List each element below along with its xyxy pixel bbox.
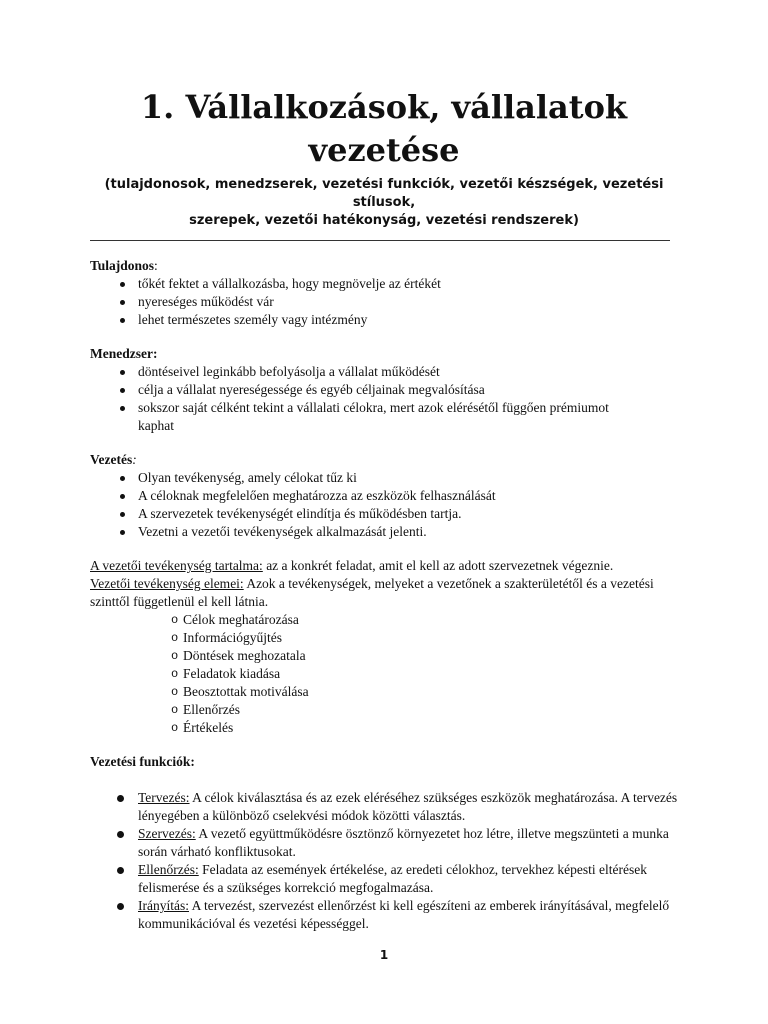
paragraph-tartalma: A vezetői tevékenység tartalma: az a konkrét feladat, amit el kell az adott szervezetnek végeznie. [90, 558, 614, 573]
list-item: o Beosztottak motiválása [90, 683, 678, 701]
list-item: o Feladatok kiadása [90, 665, 678, 683]
list-item: o Célok meghatározása [90, 611, 678, 629]
paragraph-elemei: Vezetői tevékenység elemei: Azok a tevékenységek, melyeket a vezetőnek a szakterületétől és a vezetési szinttől függetlenül el kell látnia. [90, 576, 654, 609]
list-item: tőkét fektet a vállalkozásba, hogy megnövelje az értékét [90, 275, 678, 293]
bullet-list [90, 789, 678, 933]
bullet-list [90, 275, 678, 329]
list-item: o Értékelés [90, 719, 678, 737]
section-heading: Vezetés: [90, 452, 137, 467]
page-number: 1 [379, 948, 389, 962]
list-item: sokszor saját célként tekint a vállalati célokra, mert azok elérésétől függően prémiumot kaphat [90, 399, 678, 435]
list-item: o Döntések meghozatala [90, 647, 678, 665]
title-line-2: vezetése [308, 131, 460, 169]
list-item: Irányítás: A tervezést, szervezést ellenőrzést ki kell egészíteni az emberek irányításával, megfelelő kommunikációval és vezetési képességgel. [90, 897, 678, 933]
section-vezetes [90, 451, 678, 541]
list-item: o Ellenőrzés [90, 701, 678, 719]
list-item: Ellenőrzés: Feladata az események értékelése, az eredeti célokhoz, tervekhez képesti eltérések felismerése és a szükséges korrekció megfogalmazása. [90, 861, 678, 897]
section-heading: Tulajdonos: [90, 258, 158, 273]
section-vezetoi-tevekenyseg [90, 557, 678, 737]
document-page [90, 0, 678, 933]
section-heading: Vezetési funkciók: [90, 754, 195, 769]
bullet-list [90, 469, 678, 541]
document-title [90, 86, 678, 172]
list-item: Szervezés: A vezető együttműködésre ösztönző környezetet hoz létre, illetve megszünteti a munka során várható konfliktusokat. [90, 825, 678, 861]
section-vezetesi-funkciok [90, 753, 678, 933]
underlined-term: Vezetői tevékenység elemei: [90, 576, 244, 591]
list-item: lehet természetes személy vagy intézmény [90, 311, 678, 329]
list-item: Olyan tevékenység, amely célokat tűz ki [90, 469, 678, 487]
list-item: o Információgyűjtés [90, 629, 678, 647]
subtitle-line-1: (tulajdonosok, menedzserek, vezetési funkciók, vezetői készségek, vezetési stílusok, [104, 177, 664, 210]
list-item: nyereséges működést vár [90, 293, 678, 311]
horizontal-divider [90, 240, 670, 241]
bullet-list [90, 363, 678, 435]
subtitle-line-2: szerepek, vezetői hatékonyság, vezetési rendszerek) [189, 213, 579, 228]
section-tulajdonos [90, 257, 678, 329]
section-heading: Menedzser: [90, 346, 158, 361]
list-item: A szervezetek tevékenységét elindítja és működésben tartja. [90, 505, 678, 523]
list-item: Vezetni a vezetői tevékenységek alkalmazását jelenti. [90, 523, 678, 541]
list-item: célja a vállalat nyereségessége és egyéb céljainak megvalósítása [90, 381, 678, 399]
section-menedzser [90, 345, 678, 435]
underlined-term: A vezetői tevékenység tartalma: [90, 558, 263, 573]
list-item: döntéseivel leginkább befolyásolja a vállalat működését [90, 363, 678, 381]
sub-bullet-list [90, 611, 678, 737]
list-item: Tervezés: A célok kiválasztása és az ezek eléréséhez szükséges eszközök meghatározása. A tervezés lényegében a különböző cselekvési módok közötti választás. [90, 789, 678, 825]
title-line-1: 1. Vállalkozások, vállalatok [140, 88, 628, 126]
document-subtitle [90, 176, 678, 230]
list-item: A céloknak megfelelően meghatározza az eszközök felhasználását [90, 487, 678, 505]
